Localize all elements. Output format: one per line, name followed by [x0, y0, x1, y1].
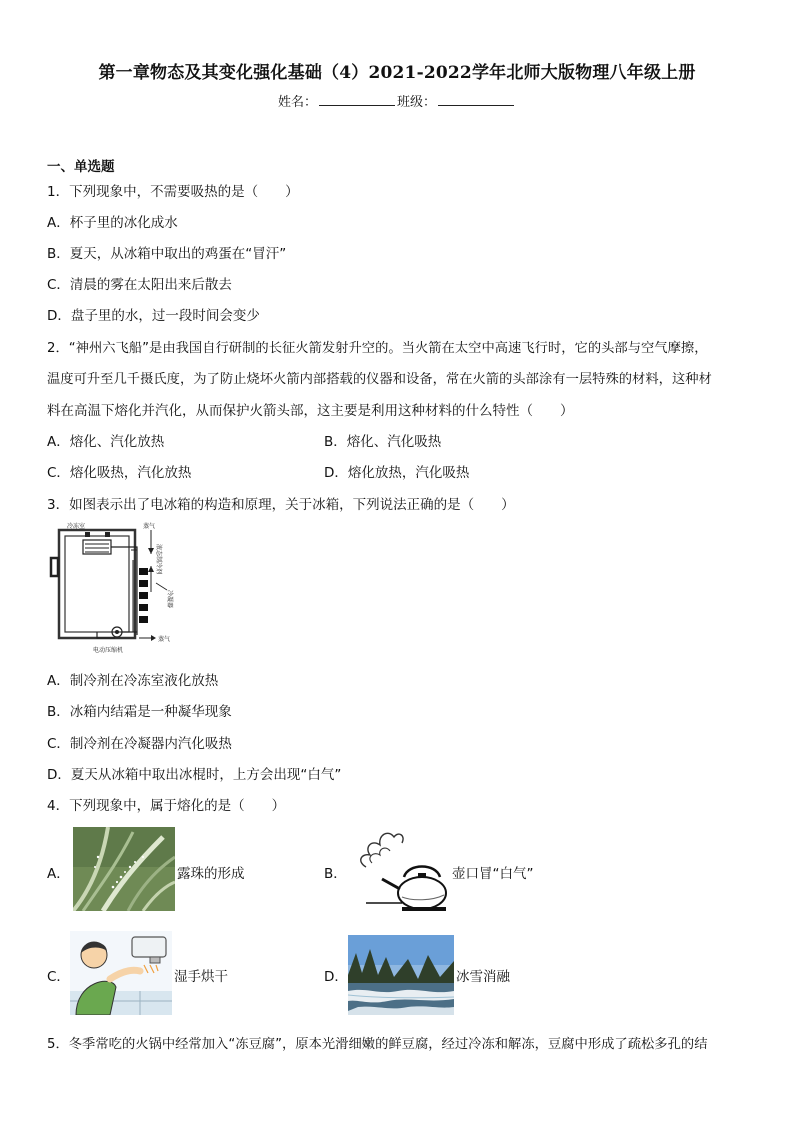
- class-label: 班级：: [397, 95, 437, 110]
- label-compressor: 电动压缩机: [93, 647, 124, 654]
- q4-option-a-letter: A．: [47, 866, 70, 882]
- vapor-out-arrow-icon: [151, 635, 156, 641]
- q1-option-a: A．杯子里的冰化成水: [47, 215, 178, 231]
- q3-stem: 3．如图表示出了电冰箱的构造和原理，关于冰箱，下列说法正确的是（ ）: [47, 497, 515, 513]
- condenser-block: [139, 592, 148, 599]
- condenser-block: [139, 580, 148, 587]
- condenser-block: [139, 568, 148, 575]
- name-blank[interactable]: [319, 93, 395, 106]
- name-label: 姓名：: [277, 95, 317, 110]
- class-blank[interactable]: [438, 93, 514, 106]
- kettle-steam-drawing-icon: [352, 823, 450, 913]
- q4-option-d-letter: D．: [324, 969, 348, 985]
- q4-option-b-letter: B．: [324, 866, 347, 882]
- condenser-block: [139, 604, 148, 611]
- q1-stem: 1．下列现象中，不需要吸热的是（ ）: [47, 184, 299, 200]
- q4-option-c-caption: 湿手烘干: [174, 969, 228, 985]
- q2-option-a: A．熔化、汽化放热: [47, 434, 165, 450]
- q3-option-b: B．冰箱内结霜是一种凝华现象: [47, 704, 232, 720]
- label-condenser: 冷凝器: [166, 590, 173, 609]
- q4-option-b-caption: 壶口冒“白气”: [452, 866, 534, 882]
- melting-snow-photo-icon: [348, 935, 454, 1015]
- door-handle-icon: [51, 558, 58, 576]
- q3-option-d: D．夏天从冰箱中取出冰棍时，上方会出现“白气”: [47, 767, 342, 783]
- label-freezer: 冷冻室: [67, 523, 86, 530]
- q2-option-b: B．熔化、汽化吸热: [324, 434, 442, 450]
- hand-dryer-drawing-icon: [70, 931, 172, 1015]
- vapor-arrow-icon: [148, 548, 154, 554]
- q4-option-a-caption: 露珠的形成: [177, 866, 245, 882]
- label-liquid-refrigerant: 液态制冷剂: [155, 544, 162, 575]
- page-title: 第一章物态及其变化强化基础（4）2021-2022学年北师大版物理八年级上册: [98, 63, 696, 83]
- q2-option-d: D．熔化放热，汽化吸热: [324, 465, 470, 481]
- q4-option-d-caption: 冰雪消融: [456, 969, 510, 985]
- q1-option-d: D．盘子里的水，过一段时间会变少: [47, 308, 260, 324]
- label-vapor-top: 蒸气: [143, 523, 156, 530]
- liquid-arrow-icon: [148, 566, 154, 572]
- q5-stem: 5．冬季常吃的火锅中经常加入“冻豆腐”，原本光滑细嫩的鲜豆腐，经过冷冻和解冻，豆腐中形成了疏松多孔的结: [47, 1037, 708, 1052]
- refrigerator-diagram: [47, 520, 197, 660]
- condenser-block: [139, 616, 148, 623]
- label-vapor-bottom: 蒸气: [158, 636, 171, 643]
- name-class-line: [0, 91, 794, 110]
- q2-stem-line-3: 料在高温下熔化并汽化，从而保护火箭头部，这主要是利用这种材料的什么特性（ ）: [47, 403, 574, 419]
- q1-option-b: B．夏天，从冰箱中取出的鸡蛋在“冒汗”: [47, 246, 287, 262]
- q2-option-c: C．熔化吸热，汽化放热: [47, 465, 192, 481]
- q4-option-c-letter: C．: [47, 969, 70, 985]
- q2-stem-line-1: 2．“神州六飞船”是由我国自行研制的长征火箭发射升空的。当火箭在太空中高速飞行时，它的头部与空气摩擦，: [47, 341, 708, 356]
- q4-stem: 4．下列现象中，属于熔化的是（ ）: [47, 798, 286, 814]
- q3-option-c: C．制冷剂在冷凝器内汽化吸热: [47, 736, 232, 752]
- section-title: 一、单选题: [47, 159, 115, 175]
- dew-grass-photo-icon: [73, 827, 175, 911]
- q2-stem-line-2: 温度可升至几千摄氏度，为了防止烧坏火箭内部搭载的仪器和设备，常在火箭的头部涂有一层特殊的材料，这种材: [47, 372, 712, 387]
- q1-option-c: C．清晨的雾在太阳出来后散去: [47, 277, 232, 293]
- q3-option-a: A．制冷剂在冷冻室液化放热: [47, 673, 219, 689]
